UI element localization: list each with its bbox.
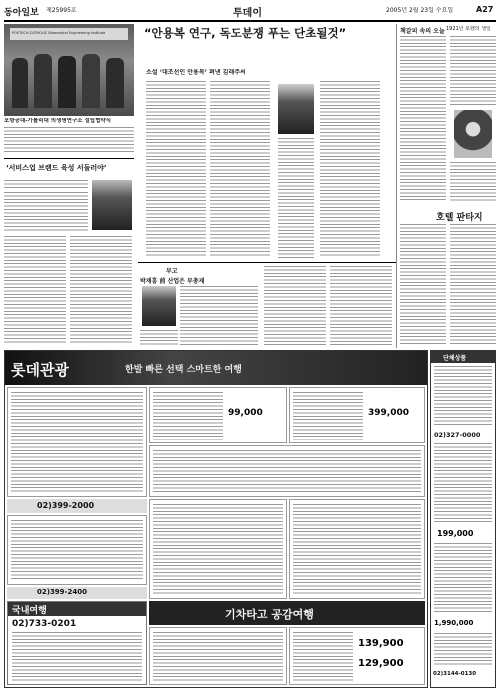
obituary: [138, 264, 260, 348]
news-photo: [4, 24, 134, 116]
service-portrait: [92, 180, 132, 230]
ad-slogan: 한발 빠른 선택 스마트한 여행: [125, 365, 242, 375]
photo-caption-title: 포항공대-가톨릭대 의생명연구소 설립협약식: [4, 118, 112, 124]
ad-cell: [289, 627, 425, 685]
ad-brand: 롯데관광: [11, 361, 69, 379]
ad-cell: 99,000: [149, 387, 287, 443]
service-headline: ‘서비스업 브랜드 육성 서둘러야’: [6, 164, 107, 172]
domestic-tour: [7, 601, 147, 685]
ad-cell: [149, 627, 287, 685]
main-story: [138, 24, 396, 262]
ad-lotte-tour: [4, 350, 428, 688]
ad-header: [5, 351, 427, 385]
ad-right-column: [430, 350, 496, 688]
section-title: 투데이: [233, 8, 262, 19]
sub-column-title: 호텔 판타지: [436, 213, 483, 223]
column-title: 책갈피 속의 오늘: [400, 28, 445, 35]
ad-right-phone-2: 02)3144-0130: [433, 671, 477, 677]
column-divider: [396, 24, 397, 348]
issue-date: 2005년 2월 23일 수요일: [386, 7, 454, 14]
ad-phone-strip: [7, 587, 147, 599]
ad-cell: [149, 499, 287, 599]
ad-cell: [289, 499, 425, 599]
photo-banner: POSTECH-CATHOLIC Biomedical Engineering Institute: [10, 28, 128, 40]
page-number: A27: [476, 5, 494, 14]
masthead-rule: [4, 20, 496, 22]
price-2: 129,900: [358, 658, 404, 669]
paper-name: 동아일보: [4, 8, 39, 18]
ad-right-phone: 02)327-0000: [434, 431, 481, 439]
issue-number: 제25995호: [46, 7, 77, 14]
ad-cell: [149, 445, 425, 497]
ad-right-price-2: 1,990,000: [434, 619, 474, 627]
ad-right-price-1: 199,000: [437, 529, 474, 538]
main-headline: “안용복 연구, 독도분쟁 푸는 단초될것”: [144, 26, 347, 40]
domestic-tour-phone: 02)733-0201: [12, 619, 77, 629]
masthead: [0, 0, 500, 22]
obituary-portrait: [142, 286, 176, 326]
ad-train-trip: [149, 601, 425, 625]
right-column: [400, 24, 496, 348]
domestic-tour-title: 국내여행: [12, 606, 47, 616]
ad-cell: 399,000: [289, 387, 425, 443]
ad-phone-2: 02)399-2400: [37, 588, 87, 596]
ad-right-brand: 단체상품: [443, 355, 467, 362]
service-story: [4, 162, 134, 348]
ad-cell: [7, 387, 147, 497]
ad-cell: [7, 515, 147, 585]
main-subhead: 소설 ‘대조선인 안용복’ 펴낸 김래주씨: [146, 69, 246, 76]
author-portrait: [278, 84, 314, 134]
obituary-title: 박재흥 前 산업은 부총재: [140, 278, 205, 285]
column-subtitle: 1921년 로렌의 생일: [446, 26, 491, 32]
ad-phone-strip: [7, 499, 147, 513]
price-1: 139,900: [358, 638, 404, 649]
column-portrait: [454, 110, 492, 158]
news-briefs: [264, 266, 326, 346]
obituary-tag: 부고: [166, 268, 178, 275]
photo-caption-block: [4, 118, 134, 156]
ad-phone: 02)399-2000: [37, 501, 95, 510]
ad-train-title: 기차타고 공감여행: [225, 608, 314, 621]
